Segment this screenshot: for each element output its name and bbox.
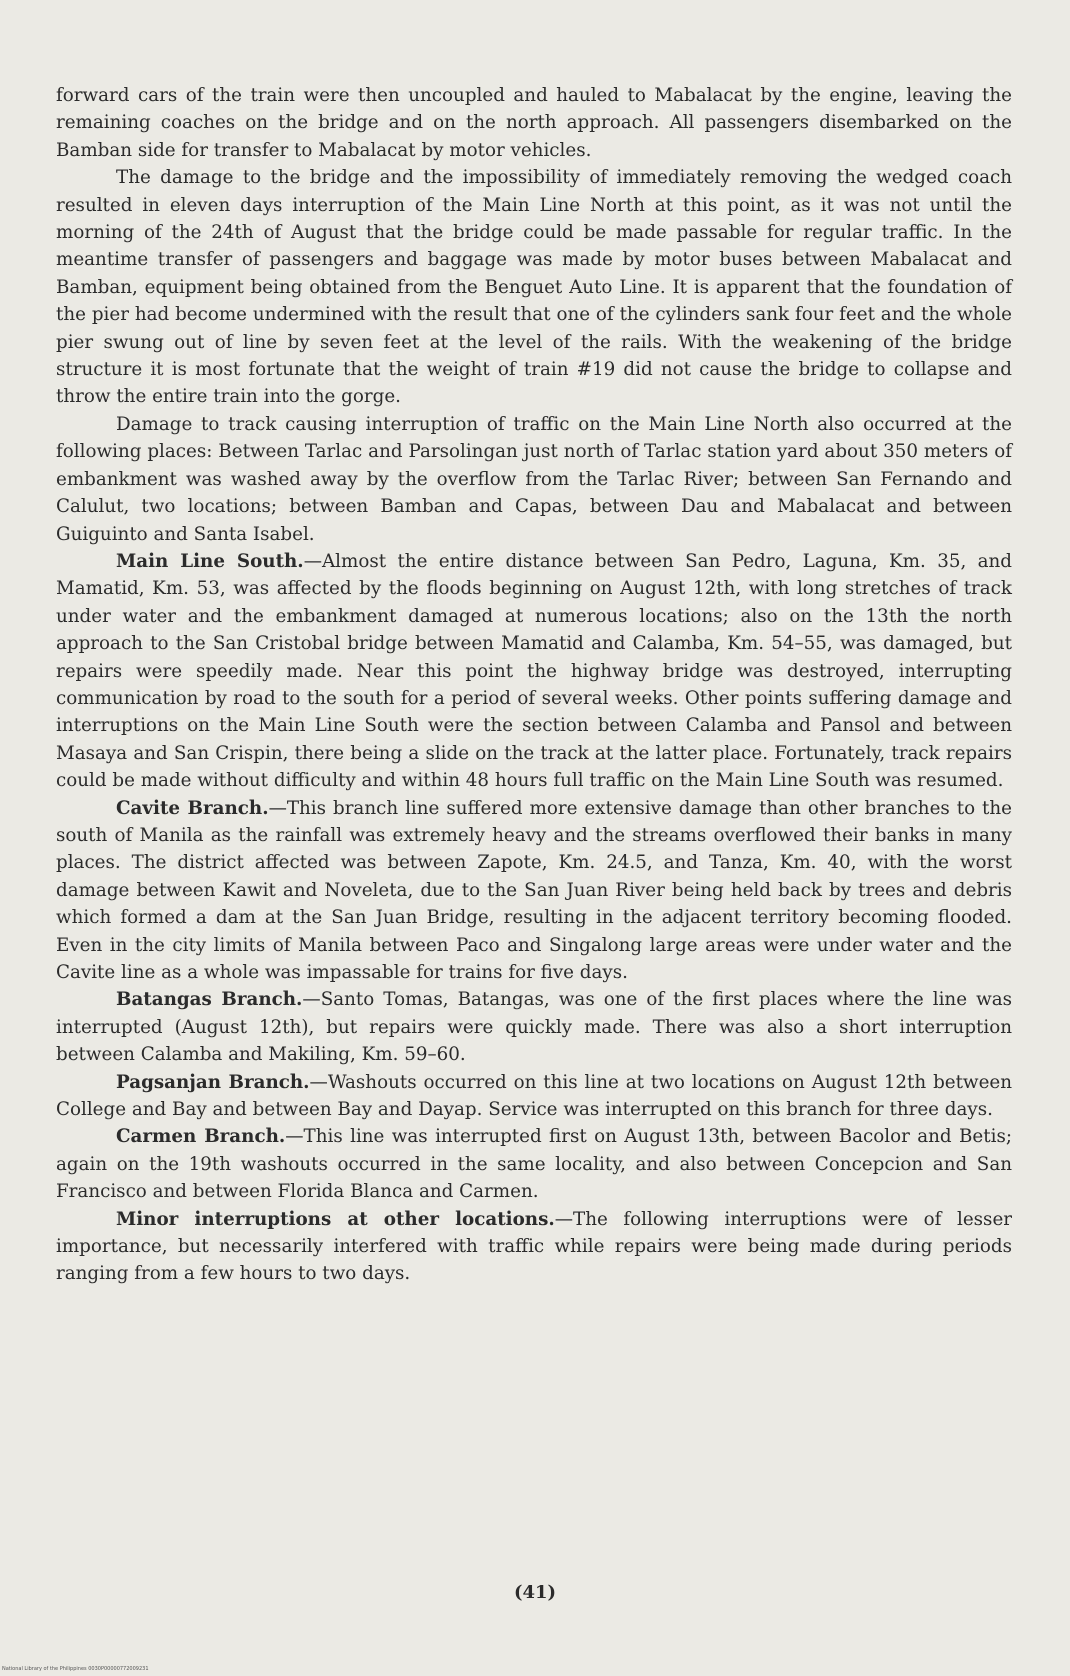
paragraph-text: forward cars of the train were then uncoupled and hauled to Mabalacat by the engine, leaving the remaining coaches on the bridge and on the north approach. All passengers disembarked on the Bamban side for transfer to Mabalacat by motor vehicles. [56, 85, 1012, 161]
paragraph-text: —This line was interrupted first on August 13th, between Bacolor and Betis; again on the 19th washouts occurred in the same locality, and also between Concepcion and San Francisco and between Florida Blanca and Carmen. [56, 1126, 1012, 1203]
paragraph-bridge-damage [56, 164, 1012, 411]
paragraph-text: —Santo Tomas, Batangas, was one of the first places where the line was interrupted (August 12th), but repairs were quickly made. There was also a short interruption between Calamba and Makiling, Km. 59–60. [56, 989, 1012, 1066]
paragraph-batangas-branch [56, 986, 1012, 1068]
paragraph-carmen-branch [56, 1123, 1012, 1205]
paragraph-text: —Almost the entire distance between San Pedro, Laguna, Km. 35, and Mamatid, Km. 53, was affected by the floods beginning on August 12th, with long stretches of track under water and the embankment damaged at numerous locations; also on the 13th the north approach to the San Cristobal bridge between Mamatid and Calamba, Km. 54–55, was damaged, but repairs were speedily made. Near this point the highway bridge was destroyed, interrupting communication by road to the south for a period of several weeks. Other points suffering damage and interruptions on the Main Line South were the section between Calamba and Pansol and between Masaya and San Crispin, there being a slide on the track at the latter place. Fortunately, track repairs could be made without difficulty and within 48 hours full traffic on the Main Line South was resumed. [56, 550, 1013, 792]
paragraph-text: —This branch line suffered more extensive damage than other branches to the south of Manila as the rainfall was extremely heavy and the streams overflowed their banks in many places. The district affected was between Zapote, Km. 24.5, and Tanza, Km. 40, with the worst damage between Kawit and Noveleta, due to the San Juan River being held back by trees and debris which formed a dam at the San Juan Bridge, resulting in the adjacent territory becoming flooded. Even in the city limits of Manila between Paco and Singalong large areas were under water and the Cavite line as a whole was impassable for trains for five days. [56, 797, 1012, 983]
archive-reference: National Library of the Philippines 0030P00000772009231 [2, 1666, 149, 1672]
paragraph-pagsanjan-branch [56, 1069, 1012, 1124]
paragraph-minor-interruptions [56, 1206, 1012, 1288]
paragraph-main-line-south [56, 548, 1012, 795]
paragraph-cavite-branch [56, 795, 1012, 987]
paragraph-text: —Washouts occurred on this line at two locations on August 12th between College and Bay and between Bay and Dayap. Service was interrupted on this branch for three days. [56, 1071, 1012, 1121]
section-heading: Main Line South. [116, 550, 304, 572]
paragraph-continuation [56, 82, 1012, 164]
body-text [56, 82, 1012, 1288]
section-heading: Batangas Branch. [116, 989, 303, 1011]
page-number: (41) [513, 1582, 557, 1603]
paragraph-text: The damage to the bridge and the impossibility of immediately removing the wedged coach resulted in eleven days interruption of the Main Line North at this point, as it was not until the morning of the 24th of August that the bridge could be made passable for regular traffic. In the meantime transfer of passengers and baggage was made by motor buses between Mabalacat and Bamban, equipment being obtained from the Benguet Auto Line. It is apparent that the foundation of the pier had become undermined with the result that one of the cylinders sank four feet and the whole pier swung out of line by seven feet at the level of the rails. With the weakening of the bridge structure it is most fortunate that the weight of train #19 did not cause the bridge to collapse and throw the entire train into the gorge. [56, 167, 1012, 408]
section-heading: Carmen Branch. [116, 1126, 286, 1148]
paragraph-text: —The following interruptions were of lesser importance, but necessarily interfered with traffic while repairs were being made during periods ranging from a few hours to two days. [56, 1208, 1012, 1285]
section-heading: Cavite Branch. [116, 797, 269, 819]
paragraph-text: Damage to track causing interruption of traffic on the Main Line North also occurred at the following places: Between Tarlac and Parsolingan just north of Tarlac station yard about 350 meters of embankment was washed away by the overflow from the Tarlac River; between San Fernando and Calulut, two locations; between Bamban and Capas, between Dau and Mabalacat and between Guiguinto and Santa Isabel. [56, 413, 1012, 545]
paragraph-track-damage [56, 411, 1012, 548]
section-heading: Minor interruptions at other locations. [116, 1208, 555, 1230]
section-heading: Pagsanjan Branch. [116, 1071, 310, 1093]
